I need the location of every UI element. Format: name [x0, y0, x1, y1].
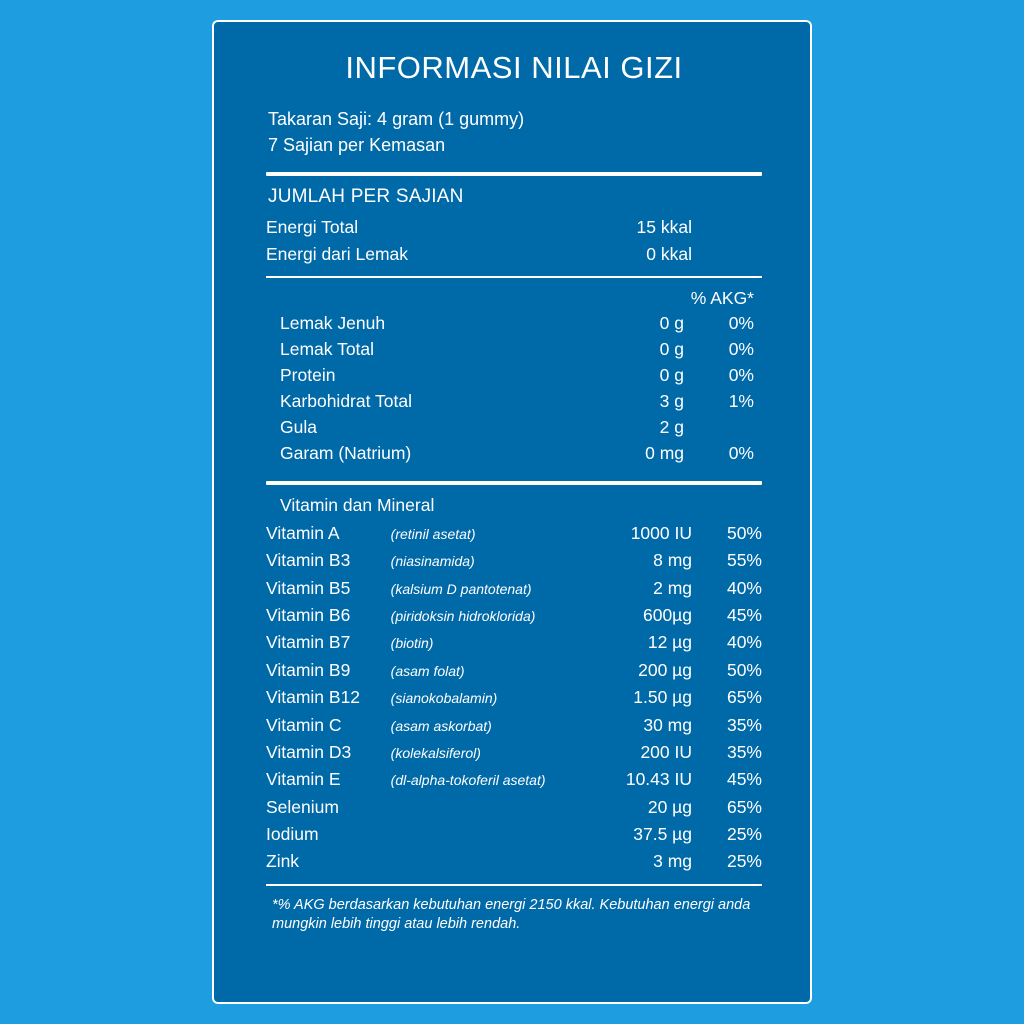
vitamin-percent: 45% [726, 769, 762, 790]
vitamin-source: (niasinamida) [390, 553, 475, 570]
vitamin-value: 1.50 µg [633, 687, 692, 708]
nutrient-name: Lemak Jenuh [280, 313, 386, 334]
table-row [266, 214, 762, 241]
vitamin-name: Zink [266, 851, 300, 872]
energy-table [266, 214, 762, 268]
vitamin-name: Vitamin C [266, 714, 342, 735]
nutrient-value: 0 g [659, 339, 684, 360]
vitamin-percent: 45% [726, 605, 762, 625]
spacer-cell [266, 285, 588, 311]
vitamin-value: 200 IU [640, 741, 692, 762]
vitamin-source: (dl-alpha-tokoferil asetat) [390, 772, 546, 789]
vitamin-table [266, 520, 762, 876]
akg-header: % AKG* [690, 287, 754, 308]
vitamin-source [391, 793, 596, 820]
vitamin-source: (asam folat) [390, 662, 465, 679]
nutrient-name: Protein [280, 365, 336, 386]
vitamin-value: 37.5 µg [633, 824, 692, 844]
table-row [266, 602, 762, 629]
vitamin-source [391, 848, 596, 875]
vitamin-name: Vitamin B7 [266, 632, 351, 653]
nutrient-value: 0 g [659, 313, 684, 334]
serving-size-text: Takaran Saji: 4 gram (1 gummy) [268, 109, 525, 129]
table-row [266, 657, 762, 684]
table-row [266, 441, 762, 467]
table-row [266, 363, 762, 389]
nutrient-percent [692, 241, 762, 268]
nutrient-value: 3 g [659, 391, 684, 412]
vitamin-source: (biotin) [390, 635, 434, 652]
vitamin-source [391, 821, 596, 848]
vitamin-name: Iodium [266, 824, 319, 844]
vitamin-value: 2 mg [653, 577, 692, 598]
nutrient-value: 15 kkal [636, 217, 692, 238]
vitamin-value: 3 mg [653, 851, 692, 872]
nutrient-value: 0 mg [645, 443, 684, 464]
vitamin-percent: 65% [726, 687, 762, 708]
vitamin-name: Vitamin B5 [266, 577, 351, 598]
vitamins-heading: Vitamin dan Mineral [280, 494, 435, 515]
nutrient-name: Energi dari Lemak [266, 244, 409, 265]
divider-footnote [266, 884, 762, 886]
table-row [266, 415, 762, 441]
vitamin-percent: 35% [726, 714, 762, 735]
vitamin-name: Vitamin A [266, 522, 340, 543]
nutrient-percent: 0% [728, 339, 754, 360]
vitamin-percent: 40% [726, 577, 762, 598]
vitamin-percent: 50% [726, 522, 762, 543]
nutrient-value: 0 g [659, 365, 684, 386]
nutrient-name: Karbohidrat Total [280, 391, 412, 412]
table-row [266, 821, 762, 848]
vitamin-name: Vitamin B12 [266, 687, 361, 708]
servings-per-container-text: 7 Sajian per Kemasan [268, 135, 446, 156]
nutrient-percent [684, 415, 762, 441]
spacer-cell [588, 285, 684, 311]
vitamin-value: 12 µg [647, 632, 692, 653]
nutrient-name: Energi Total [266, 217, 359, 238]
table-row [266, 848, 762, 875]
vitamin-name: Vitamin B6 [266, 605, 351, 625]
table-row [266, 389, 762, 415]
vitamin-name: Vitamin D3 [266, 741, 352, 762]
nutrient-name: Gula [280, 417, 317, 438]
nutrient-percent: 0% [728, 313, 754, 334]
vitamin-name: Vitamin B9 [266, 659, 351, 680]
table-row [266, 739, 762, 766]
table-row [266, 337, 762, 363]
table-row [266, 684, 762, 711]
nutrition-facts-panel [212, 20, 812, 1004]
vitamin-source: (piridoksin hidroklorida) [390, 608, 536, 624]
vitamin-value: 200 µg [638, 659, 692, 680]
nutrient-percent: 0% [728, 365, 754, 386]
vitamin-source: (kalsium D pantotenat) [390, 580, 532, 597]
page-title: INFORMASI NILAI GIZI [345, 50, 683, 85]
vitamin-name: Selenium [266, 796, 339, 817]
vitamin-source: (asam askorbat) [390, 717, 492, 734]
nutrient-value: 0 kkal [646, 244, 692, 265]
vitamin-percent: 55% [726, 550, 762, 571]
nutrient-percent: 1% [728, 391, 754, 412]
akg-header-row [266, 285, 762, 311]
vitamin-percent: 40% [726, 632, 762, 653]
vitamin-value: 8 mg [653, 550, 692, 571]
table-row [266, 311, 762, 337]
table-row [266, 520, 762, 547]
nutrient-name: Lemak Total [280, 339, 375, 360]
vitamin-percent: 35% [726, 741, 762, 762]
vitamin-value: 20 µg [647, 796, 692, 817]
table-row [266, 629, 762, 656]
vitamin-percent: 65% [726, 796, 762, 817]
table-row [266, 766, 762, 793]
vitamin-name: Vitamin E [266, 769, 341, 790]
nutrient-name: Garam (Natrium) [280, 443, 412, 464]
vitamin-value: 10.43 IU [625, 769, 692, 790]
vitamin-percent: 50% [726, 659, 762, 680]
table-row [266, 574, 762, 601]
amount-per-serving-heading: JUMLAH PER SAJIAN [268, 186, 464, 208]
footnote-text: *% AKG berdasarkan kebutuhan energi 2150 kkal. Kebutuhan energi anda mungkin lebih tinggi atau lebih rendah. [272, 896, 751, 933]
vitamin-name: Vitamin B3 [266, 550, 351, 571]
table-row [266, 711, 762, 738]
nutrient-value: 2 g [659, 417, 684, 438]
vitamin-value: 30 mg [643, 714, 692, 735]
vitamin-percent: 25% [726, 851, 762, 872]
divider-nutrients [266, 276, 762, 278]
vitamin-source: (kolekalsiferol) [390, 744, 481, 761]
vitamin-value: 600µg [642, 605, 692, 625]
table-row [266, 547, 762, 574]
vitamin-value: 1000 IU [630, 522, 692, 543]
table-row [266, 793, 762, 820]
nutrient-percent: 0% [728, 443, 754, 464]
table-row [266, 241, 762, 268]
vitamin-source: (retinil asetat) [390, 525, 476, 542]
vitamin-percent: 25% [726, 824, 762, 844]
divider-vitamins [266, 481, 762, 485]
divider-top [266, 172, 762, 176]
vitamin-source: (sianokobalamin) [390, 690, 498, 707]
nutrient-percent [692, 214, 762, 241]
nutrient-table [266, 285, 762, 467]
